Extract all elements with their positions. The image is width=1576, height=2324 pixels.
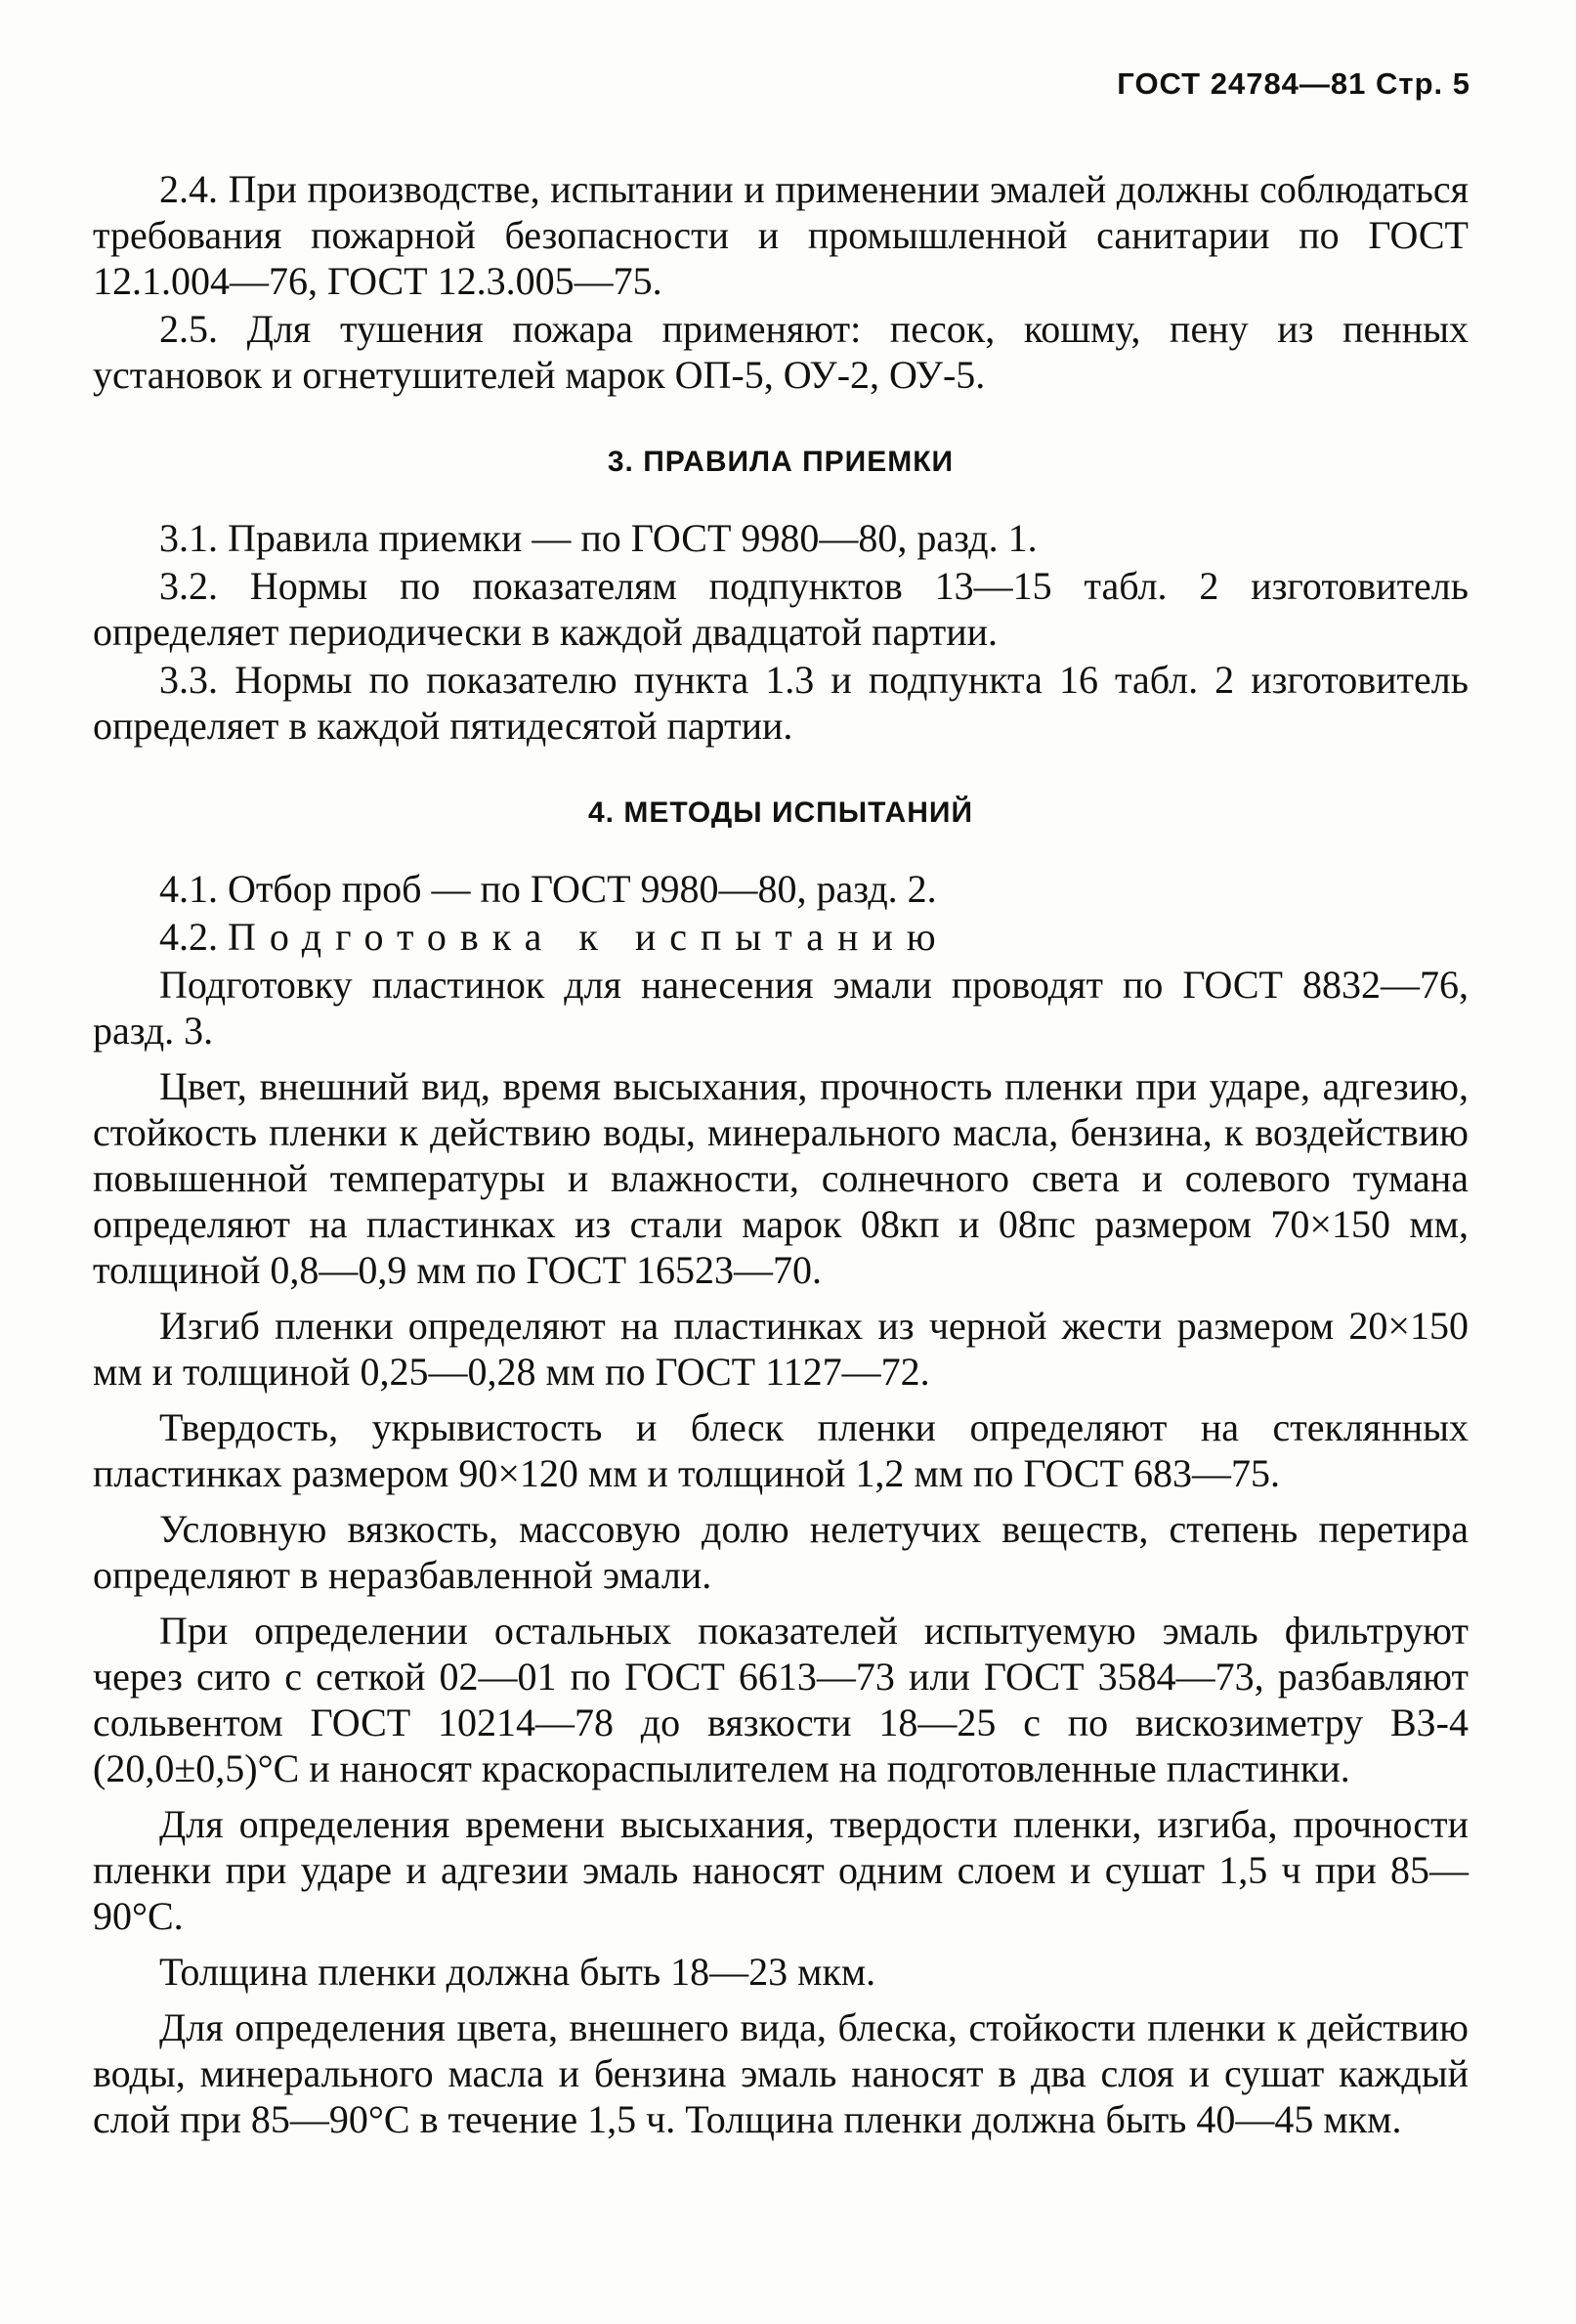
paragraph-steel-plates: Цвет, внешний вид, время высыхания, прочность пленки при ударе, адгезию, стойкость пленки к действию воды, минерального масла, бензина, к воздействию повышенной температуры и влажности, солнечного света и солевого тумана определяют на пластинках из стали марок 08кп и 08пс размером 70×150 мм, толщиной 0,8—0,9 мм по ГОСТ 16523—70.	[93, 1064, 1469, 1292]
paragraph-3-2: 3.2. Нормы по показателям подпунктов 13—15 табл. 2 изготовитель определяет периодически в каждой двадцатой партии.	[93, 564, 1469, 654]
paragraph-glass-plates: Твердость, укрывистость и блеск пленки определяют на стеклянных пластинках размером 90×120 мм и толщиной 1,2 мм по ГОСТ 683—75.	[93, 1405, 1469, 1495]
page-header: ГОСТ 24784—81 Стр. 5	[1117, 66, 1470, 101]
paragraph-2-5: 2.5. Для тушения пожара применяют: песок, кошму, пену из пенных установок и огнетушителей марок ОП-5, ОУ-2, ОУ-5.	[93, 307, 1469, 397]
paragraph-drying-one-layer: Для определения времени высыхания, твердости пленки, изгиба, прочности пленки при ударе и адгезии эмаль наносят одним слоем и сушат 1,5 ч при 85—90°С.	[93, 1802, 1469, 1938]
paragraph-4-2-number: 4.2.	[159, 915, 218, 959]
paragraph-4-2	[93, 914, 1469, 960]
paragraph-3-1: 3.1. Правила приемки — по ГОСТ 9980—80, разд. 1.	[159, 516, 1038, 560]
paragraph-4-1: 4.1. Отбор проб — по ГОСТ 9980—80, разд. 2.	[159, 867, 937, 911]
section-heading-4: 4. МЕТОДЫ ИСПЫТАНИЙ	[588, 796, 973, 829]
paragraph-film-thickness: Толщина пленки должна быть 18—23 мкм.	[159, 1950, 876, 1994]
subsection-title-preparation: Подготовка к испытанию	[228, 915, 950, 959]
paragraph-viscosity: Условную вязкость, массовую долю нелетучих веществ, степень перетира определяют в неразбавленной эмали.	[93, 1507, 1469, 1597]
paragraph-filtering: При определении остальных показателей испытуемую эмаль фильтруют через сито с сеткой 02—01 по ГОСТ 6613—73 или ГОСТ 3584—73, разбавляют сольвентом ГОСТ 10214—78 до вязкости 18—25 с по вискозиметру ВЗ-4 (20,0±0,5)°С и наносят краскораспылителем на подготовленные пластинки.	[93, 1609, 1469, 1790]
document-body	[93, 166, 1469, 2144]
paragraph-3-3: 3.3. Нормы по показателю пункта 1.3 и подпункта 16 табл. 2 изготовитель определяет в каждой пятидесятой партии.	[93, 658, 1469, 748]
paragraph-2-4: 2.4. При производстве, испытании и применении эмалей должны соблюдаться требования пожарной безопасности и промышленной санитарии по ГОСТ 12.1.004—76, ГОСТ 12.3.005—75.	[93, 167, 1469, 303]
paragraph-two-layers: Для определения цвета, внешнего вида, блеска, стойкости пленки к действию воды, минерального масла и бензина эмаль наносят в два слоя и сушат каждый слой при 85—90°С в течение 1,5 ч. Толщина пленки должна быть 40—45 мкм.	[93, 2005, 1469, 2141]
section-heading-3: 3. ПРАВИЛА ПРИЕМКИ	[607, 446, 955, 478]
paragraph-plate-preparation: Подготовку пластинок для нанесения эмали проводят по ГОСТ 8832—76, разд. 3.	[93, 963, 1469, 1053]
paragraph-bending: Изгиб пленки определяют на пластинках из черной жести размером 20×150 мм и толщиной 0,25—0,28 мм по ГОСТ 1127—72.	[93, 1304, 1469, 1394]
